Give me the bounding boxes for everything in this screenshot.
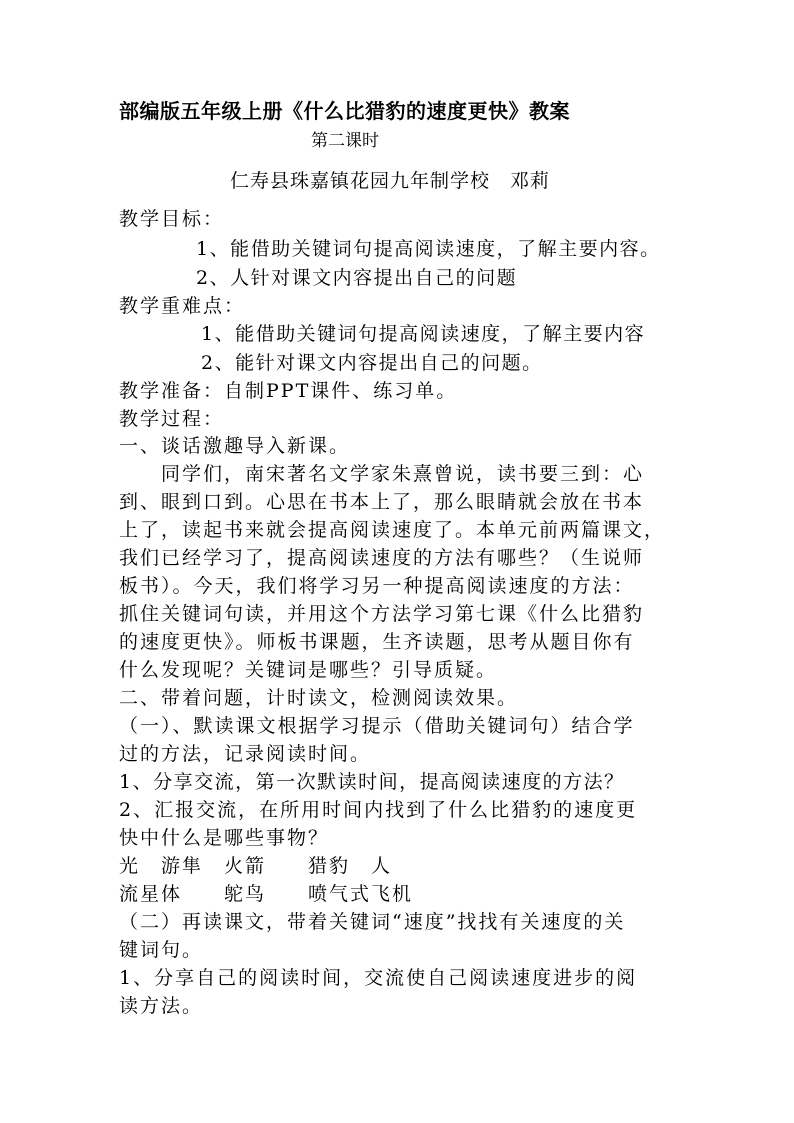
body-line: 读方法。 <box>119 995 204 1017</box>
process-heading: 教学过程： <box>119 408 225 430</box>
objectives-heading: 教学目标： <box>119 208 225 230</box>
body-line: 过的方法，记录阅读时间。 <box>119 743 372 765</box>
body-line: 一、谈话激趣导入新课。 <box>119 435 351 457</box>
body-line: 同学们，南宋著名文学家朱熹曾说，读书要三到：心 <box>161 463 645 485</box>
document-subtitle: 第二课时 <box>311 131 379 151</box>
body-line: 键词句。 <box>119 939 204 961</box>
body-line: （二）再读课文，带着关键词“速度”找找有关速度的关 <box>119 911 626 933</box>
body-line: 流星体 鸵鸟 喷气式飞机 <box>119 883 414 905</box>
body-line: 二、带着问题，计时读文，检测阅读效果。 <box>119 687 519 709</box>
body-line: 抓住关键词句读，并用这个方法学习第七课《什么比猎豹 <box>119 603 645 625</box>
document-title: 部编版五年级上册《什么比猎豹的速度更快》教案 <box>119 99 570 123</box>
key-point-item: 1、能借助关键词句提高阅读速度，了解主要内容 <box>201 323 646 345</box>
objective-item: 1、能借助关键词句提高阅读速度，了解主要内容。 <box>196 238 661 260</box>
body-line: 什么发现呢？关键词是哪些？引导质疑。 <box>119 659 498 681</box>
body-line: 1、分享自己的阅读时间，交流使自己阅读速度进步的阅 <box>119 967 638 989</box>
preparation-line: 教学准备：自制PPT课件、练习单。 <box>119 380 458 402</box>
body-line: 2、汇报交流，在所用时间内找到了什么比猎豹的速度更 <box>119 799 638 821</box>
key-points-heading: 教学重难点： <box>119 295 246 317</box>
body-line: 光 游隼 火箭 猎豹 人 <box>119 855 393 877</box>
body-line: 的速度更快》。师板书课题，生齐读题，思考从题目你有 <box>119 631 635 653</box>
body-line: 快中什么是哪些事物？ <box>119 827 330 849</box>
body-line: 我们已经学习了，提高阅读速度的方法有哪些？（生说师 <box>119 547 645 569</box>
body-line: 到、眼到口到。心思在书本上了，那么眼睛就会放在书本 <box>119 491 645 513</box>
body-line: （一）、默读课文根据学习提示（借助关键词句）结合学 <box>119 715 635 737</box>
key-point-item: 2、能针对课文内容提出自己的问题。 <box>201 352 543 374</box>
body-line: 1、分享交流，第一次默读时间，提高阅读速度的方法？ <box>119 771 625 793</box>
document-author: 仁寿县珠嘉镇花园九年制学校 邓莉 <box>230 170 551 192</box>
body-line: 板书）。今天，我们将学习另一种提高阅读速度的方法： <box>119 575 635 597</box>
body-line: 上了，读起书来就会提高阅读速度了。本单元前两篇课文， <box>119 519 666 541</box>
objective-item: 2、人针对课文内容提出自己的问题 <box>196 267 518 289</box>
